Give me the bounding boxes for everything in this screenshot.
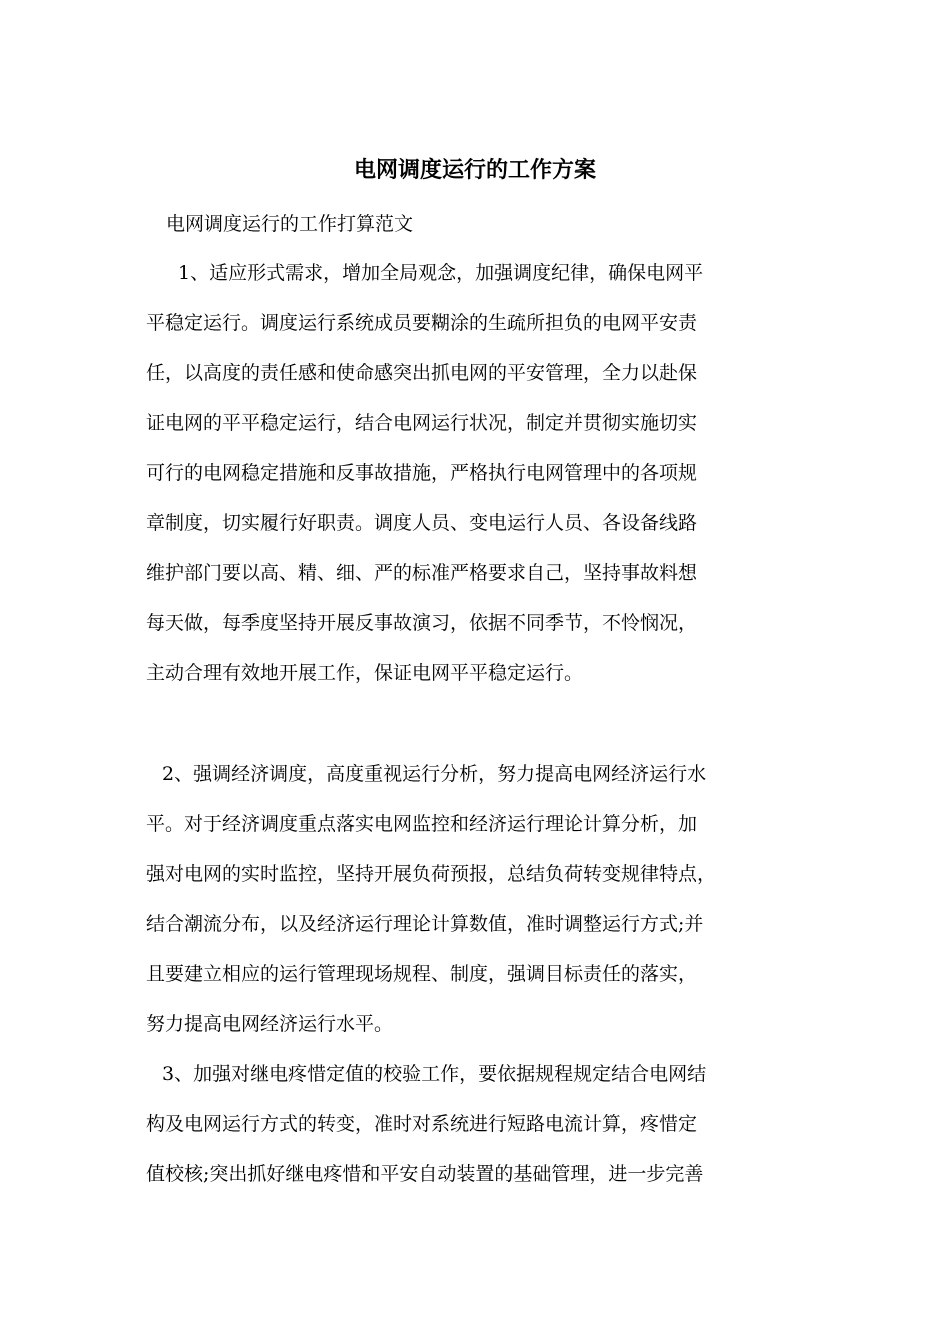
paragraph-1-line: 1、适应形式需求，增加全局观念，加强调度纪律，确保电网平: [178, 262, 704, 284]
paragraph-1-line: 每天做，每季度坚持开展反事故演习，依据不同季节，不怜悯况，: [146, 612, 698, 634]
paragraph-3-line: 值校核;突出抓好继电疼惜和平安自动装置的基础管理，进一步完善: [146, 1163, 704, 1185]
paragraph-2-line: 且要建立相应的运行管理现场规程、制度，强调目标责任的落实，: [146, 963, 698, 985]
paragraph-3-line: 构及电网运行方式的转变，准时对系统进行短路电流计算，疼惜定: [146, 1113, 698, 1135]
paragraph-2-line: 结合潮流分布，以及经济运行理论计算数值，准时调整运行方式;并: [146, 913, 704, 935]
paragraph-2-line: 平。对于经济调度重点落实电网监控和经济运行理论计算分析，加: [146, 813, 698, 835]
document-subtitle: 电网调度运行的工作打算范文: [166, 213, 414, 235]
paragraph-1-line: 章制度，切实履行好职责。调度人员、变电运行人员、各设备线路: [146, 512, 698, 534]
paragraph-1-line: 主动合理有效地开展工作，保证电网平平稳定运行。: [146, 662, 584, 684]
paragraph-2-line: 强对电网的实时监控，坚持开展负荷预报，总结负荷转变规律特点，: [146, 863, 717, 885]
paragraph-2-line: 努力提高电网经济运行水平。: [146, 1013, 394, 1035]
paragraph-1-line: 任，以高度的责任感和使命感突出抓电网的平安管理，全力以赴保: [146, 362, 698, 384]
paragraph-1-line: 可行的电网稳定措施和反事故措施，严格执行电网管理中的各项规: [146, 462, 698, 484]
paragraph-1-line: 维护部门要以高、精、细、严的标准严格要求自己，坚持事故料想: [146, 562, 698, 584]
document-title: 电网调度运行的工作方案: [353, 157, 596, 183]
paragraph-3-line: 3、加强对继电疼惜定值的校验工作，要依据规程规定结合电网结: [162, 1063, 707, 1085]
paragraph-2-line: 2、强调经济调度，高度重视运行分析，努力提高电网经济运行水: [162, 763, 707, 785]
paragraph-1-line: 平稳定运行。调度运行系统成员要糊涂的生疏所担负的电网平安责: [146, 312, 698, 334]
paragraph-1-line: 证电网的平平稳定运行，结合电网运行状况，制定并贯彻实施切实: [146, 412, 698, 434]
